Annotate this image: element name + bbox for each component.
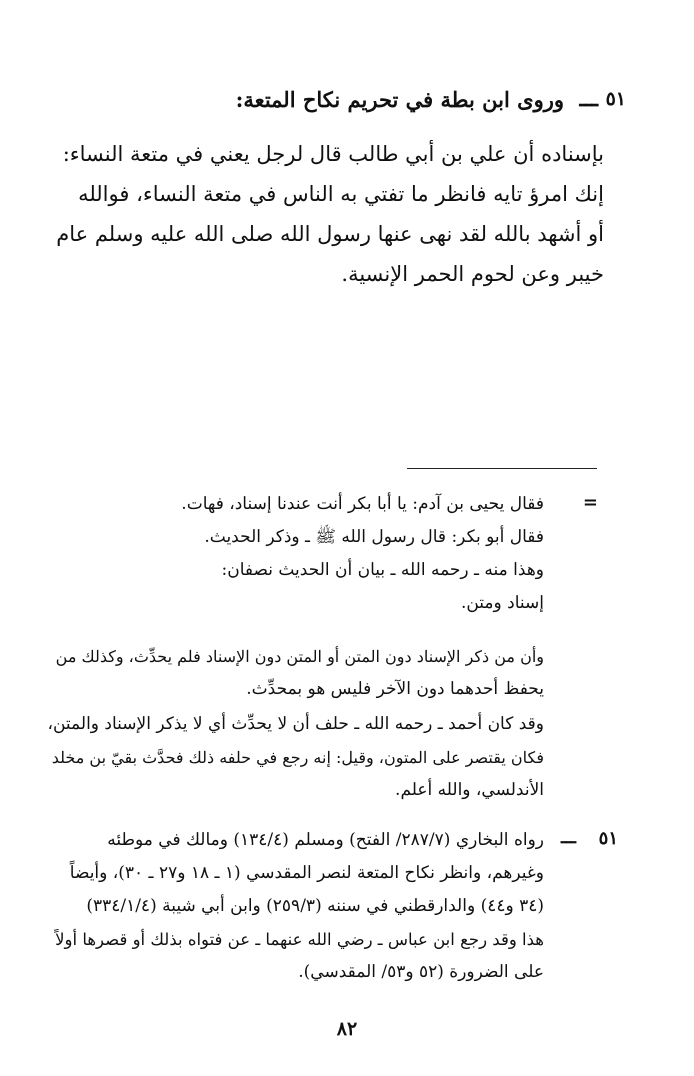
page-number: ٨٢ (336, 1018, 358, 1040)
main-line: أو أشهد بالله لقد نهى عنها رسول الله صلى الله عليه وسلم عام (56, 222, 604, 246)
footnote-paragraph (42, 640, 544, 706)
footnote-line: الأندلسي، والله أعلم. (395, 780, 544, 800)
main-line: بإسناده أن علي بن أبي طالب قال لرجل يعني في متعة النساء: (62, 142, 604, 166)
footnote-line: هذا وقد رجع ابن عباس ـ رضي الله عنهما ـ عن فتواه بذلك أو قصرها أولاً (55, 930, 544, 949)
footnote-line: (٣٤ و٤٤) والدارقطني في سننه (٢٥٩/٣) وابن أبي شيبة (٣٣٤/١/٤) (86, 896, 544, 916)
footnote-dash: ـــ (561, 828, 576, 848)
main-line: خيبر وعن لحوم الحمر الإنسية. (341, 262, 604, 286)
footnote-line: يحفظ أحدهما دون الآخر فليس هو بمحدِّث. (246, 679, 544, 699)
footnote-line: وغيرهم، وانظر نكاح المتعة لنصر المقدسي (١ ـ ١٨ و٢٧ ـ ٣٠)، وأيضاً (69, 863, 544, 883)
footnote-line: على الضرورة (٥٢ و٥٣/ المقدسي). (298, 962, 544, 982)
main-line: إنك امرؤ تايه فانظر ما تفتي به الناس في متعة النساء، فوالله (78, 182, 604, 206)
footnote-paragraph (42, 708, 544, 807)
continuation-marker: = (582, 492, 598, 513)
footnote-line: فكان يقتصر على المتون، وقيل: إنه رجع في حلفه ذلك فحدَّث بقيّ بن مخلد (51, 748, 544, 767)
footnote-line: فقال يحيى بن آدم: يا أبا بكر أنت عندنا إسناد، فهات. (181, 494, 544, 514)
footnote-separator (407, 468, 597, 469)
footnote-line: إسناد ومتن. (460, 593, 544, 613)
footnote-line: رواه البخاري (٢٨٧/٧/ الفتح) ومسلم (١٣٤/٤) ومالك في موطئه (107, 830, 544, 850)
entry-heading: وروى ابن بطة في تحريم نكاح المتعة: (235, 87, 564, 112)
footnote-line: وقد كان أحمد ـ رحمه الله ـ حلف أن لا يحدِّث أي لا يذكر الإسناد والمتن، (47, 714, 544, 734)
footnote-line: وهذا منه ـ رحمه الله ـ بيان أن الحديث نصفان: (221, 560, 544, 580)
entry-heading-block (42, 80, 564, 120)
main-text (42, 134, 604, 294)
footnote-51 (42, 824, 544, 989)
footnote-line: فقال أبو بكر: قال رسول الله ﷺ ـ وذكر الحديث. (204, 527, 544, 547)
entry-dash: ـــ (579, 86, 598, 111)
entry-number: ٥١ (605, 88, 626, 110)
footnote-number: ٥١ (598, 828, 618, 849)
footnote-line: وأن من ذكر الإسناد دون المتن أو المتن دون الإسناد فلم يحدِّث، وكذلك من (55, 647, 544, 666)
footnote-continuation (42, 488, 544, 620)
